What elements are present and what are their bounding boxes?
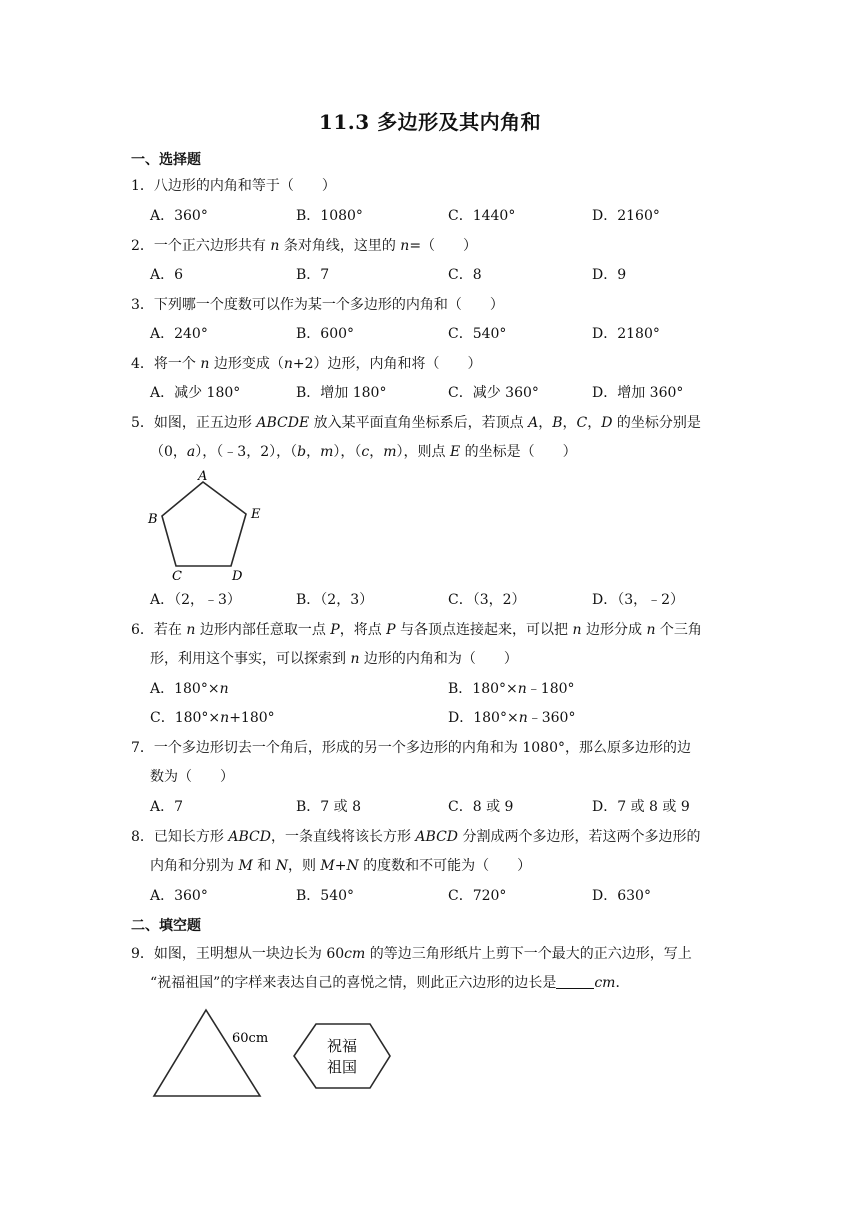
q8-option-c: C．720° [448, 888, 507, 904]
vertex-label-b: B [148, 512, 158, 527]
answer-blank[interactable] [556, 974, 594, 989]
q3-option-c: C．540° [448, 326, 507, 342]
question-3-stem: 3．下列哪一个度数可以作为某一个多边形的内角和（ ） [131, 297, 504, 313]
q7-option-b: B．7 或 8 [296, 799, 362, 815]
q3-option-b: B．600° [296, 326, 355, 342]
hexagon-shape [294, 1024, 390, 1088]
q8-option-b: B．540° [296, 888, 355, 904]
q1-option-a: A．360° [150, 208, 208, 224]
q6-option-b: B．180°×n﹣180° [448, 681, 575, 697]
question-8-stem-line1: 8．已知长方形 ABCD，一条直线将该长方形 ABCD 分割成两个多边形，若这两个多边形的 [131, 829, 701, 845]
q2-option-c: C．8 [448, 267, 482, 283]
q3-option-d: D．2180° [592, 326, 660, 342]
vertex-label-a: A [198, 469, 208, 484]
q1-option-b: B．1080° [296, 208, 363, 224]
question-1-stem: 1．八边形的内角和等于（ ） [131, 178, 336, 194]
q6-option-d: D．180°×n﹣360° [448, 710, 576, 726]
triangle-hexagon-figure [148, 1004, 408, 1104]
q4-option-d: D．增加 360° [592, 385, 684, 401]
vertex-label-c: C [172, 569, 182, 584]
q4-option-c: C．减少 360° [448, 385, 539, 401]
equilateral-triangle-shape [154, 1010, 260, 1096]
q5-option-c: C．（3，2） [448, 592, 526, 608]
q1-option-c: C．1440° [448, 208, 516, 224]
question-8-stem-line2: 内角和分别为 M 和 N，则 M+N 的度数和不可能为（ ） [150, 858, 532, 874]
q7-option-d: D．7 或 8 或 9 [592, 799, 690, 815]
q5-option-b: B．（2，3） [296, 592, 374, 608]
question-6-stem-line1: 6．若在 n 边形内部任意取一点 P，将点 P 与各顶点连接起来，可以把 n 边形分成 n 个三角 [131, 622, 702, 638]
question-9-stem-line1: 9．如图，王明想从一块边长为 60cm 的等边三角形纸片上剪下一个最大的正六边形，写上 [131, 946, 692, 962]
vertex-label-d: D [232, 569, 243, 584]
q1-option-d: D．2160° [592, 208, 660, 224]
page-title: 11.3 多边形及其内角和 [318, 110, 542, 134]
q5-option-a: A．（2，﹣3） [150, 592, 241, 608]
q8-option-a: A．360° [150, 888, 208, 904]
section-heading-choice: 一、选择题 [131, 152, 201, 168]
q2-option-d: D．9 [592, 267, 627, 283]
question-5-stem-line2: （0，a），（﹣3，2），（b，m），（c，m），则点 E 的坐标是（ ） [150, 444, 577, 460]
pentagon-figure [140, 466, 270, 586]
hexagon-text-line1: 祝福 [326, 1037, 358, 1055]
question-5-stem-line1: 5．如图，正五边形 ABCDE 放入某平面直角坐标系后，若顶点 A，B，C，D 的坐标分别是 [131, 415, 701, 431]
q7-option-a: A．7 [150, 799, 184, 815]
question-4-stem: 4．将一个 n 边形变成（n+2）边形，内角和将（ ） [131, 356, 482, 372]
q2-option-a: A．6 [150, 267, 184, 283]
q4-option-a: A．减少 180° [150, 385, 241, 401]
q6-option-c: C．180°×n+180° [150, 710, 275, 726]
q2-option-b: B．7 [296, 267, 330, 283]
q4-option-b: B．增加 180° [296, 385, 387, 401]
hexagon-text-line2: 祖国 [326, 1058, 358, 1076]
pentagon-shape [162, 482, 246, 566]
q7-option-c: C．8 或 9 [448, 799, 514, 815]
question-7-stem-line2: 数为（ ） [150, 769, 234, 785]
q6-option-a: A．180°×n [150, 681, 229, 697]
triangle-side-label: 60cm [232, 1031, 269, 1046]
question-6-stem-line2: 形，利用这个事实，可以探索到 n 边形的内角和为（ ） [150, 651, 518, 667]
q3-option-a: A．240° [150, 326, 208, 342]
question-2-stem: 2．一个正六边形共有 n 条对角线，这里的 n=（ ） [131, 238, 478, 254]
question-9-stem-line2: “祝福祖国”的字样来表达自己的喜悦之情，则此正六边形的边长是 cm． [150, 975, 630, 991]
vertex-label-e: E [251, 507, 261, 522]
section-heading-fill: 二、填空题 [131, 918, 201, 934]
q5-option-d: D．（3，﹣2） [592, 592, 685, 608]
question-7-stem-line1: 7．一个多边形切去一个角后，形成的另一个多边形的内角和为 1080°，那么原多边形的边 [131, 740, 691, 756]
q8-option-d: D．630° [592, 888, 651, 904]
